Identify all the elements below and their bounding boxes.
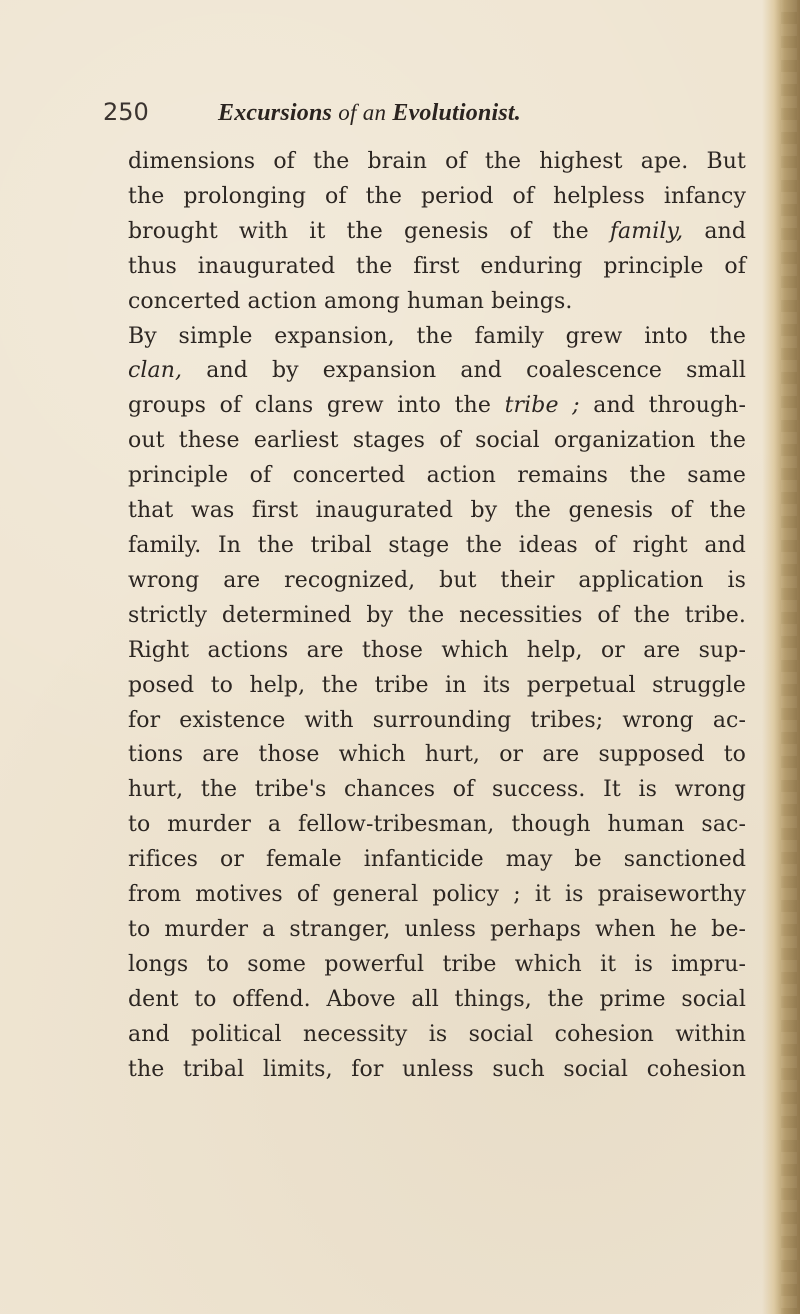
text-line: for existence with surrounding tribes; wrong ac- [128, 707, 746, 733]
text-line: that was first inaugurated by the genesis of the [128, 498, 746, 524]
italic-word-family: family, [609, 218, 684, 244]
text-line: By simple expansion, the family grew into the [128, 323, 746, 349]
running-head-part-1: Excursions [218, 100, 333, 126]
text-line: from motives of general policy ; it is praiseworthy [128, 882, 746, 908]
text-line: Right actions are those which help, or are sup- [128, 637, 746, 663]
text-line: concerted action among human beings. [128, 288, 573, 314]
text-line: principle of concerted action remains the same [128, 463, 746, 489]
text-line: dimensions of the brain of the highest ape. But [128, 149, 746, 174]
text-line: the tribal limits, for unless such social cohesion [128, 1056, 746, 1082]
running-head-part-4: Evolutionist. [392, 100, 521, 126]
text-line: family. In the tribal stage the ideas of right and [128, 532, 746, 558]
text-line: to murder a stranger, unless perhaps when he be- [128, 916, 746, 942]
page-edge-texture [781, 0, 797, 1314]
italic-word-clan: clan, [128, 358, 183, 384]
text-line: brought with it the genesis of the family, and [128, 218, 746, 244]
text-line: posed to help, the tribe in its perpetual struggle [128, 672, 746, 698]
page-header [103, 100, 763, 140]
running-head-part-2: of [338, 100, 357, 125]
text-line: the prolonging of the period of helpless infancy [128, 183, 746, 209]
text-line: strictly determined by the necessities of the tribe. [128, 602, 746, 628]
text-line: rifices or female infanticide may be sanctioned [128, 847, 746, 873]
text-line: longs to some powerful tribe which it is impru- [128, 951, 746, 977]
text-line: out these earliest stages of social organization the [128, 428, 746, 454]
text-line: groups of clans grew into the tribe ; and through- [128, 393, 747, 419]
text-line: and political necessity is social cohesion within [128, 1021, 746, 1047]
text-line: hurt, the tribe's chances of success. It is wrong [128, 777, 746, 803]
text-line: tions are those which hurt, or are supposed to [128, 742, 746, 768]
text-line: dent to offend. Above all things, the prime social [128, 986, 746, 1012]
text-line: to murder a fellow-tribesman, though human sac- [128, 812, 746, 838]
body-text [128, 145, 746, 1087]
text-line: wrong are recognized, but their application is [128, 567, 746, 593]
running-head-part-3: an [362, 100, 387, 125]
page-number: 250 [103, 98, 149, 126]
running-head [218, 101, 521, 125]
text-line: clan, and by expansion and coalescence small [128, 358, 746, 384]
italic-word-tribe: tribe ; [504, 393, 580, 419]
text-line: thus inaugurated the first enduring principle of [128, 253, 746, 279]
